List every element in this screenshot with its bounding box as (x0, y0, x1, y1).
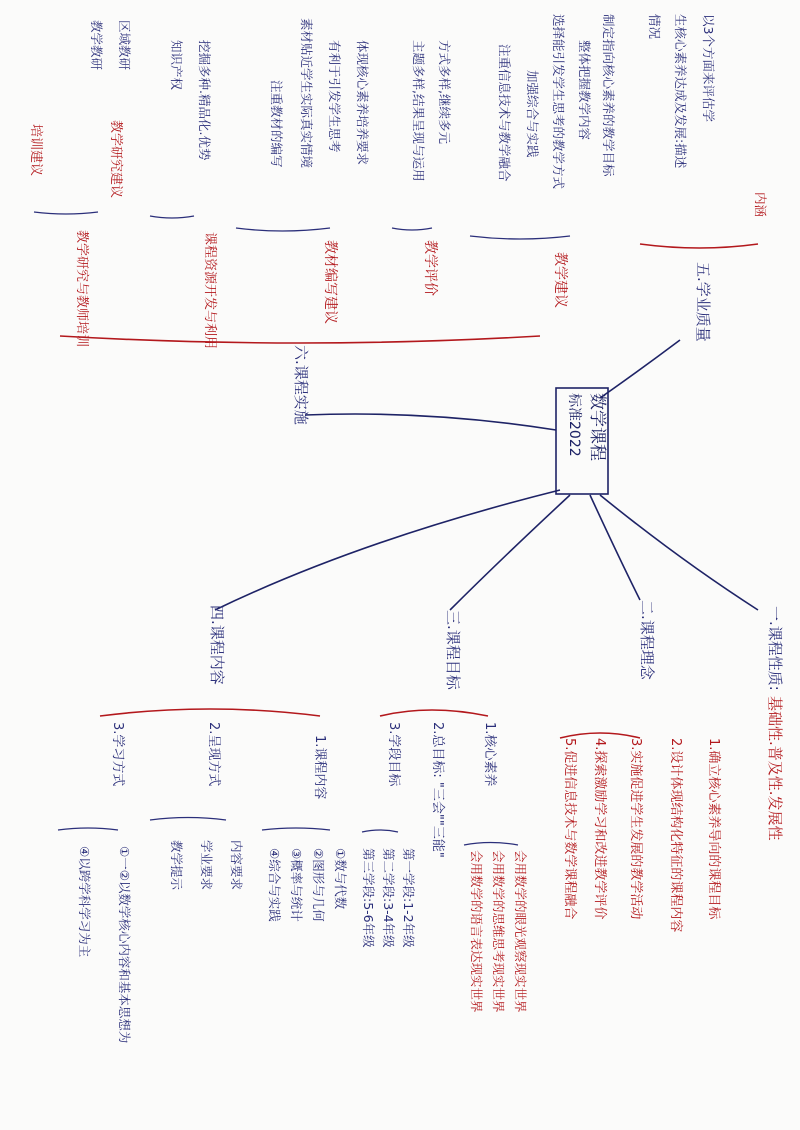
s6-research-sub: 教学研究建议 (108, 120, 123, 199)
s1-title: 一.课程性质: (766, 606, 784, 691)
s2-item-1: 1.确立核心素养导向的课程目标 (706, 738, 721, 920)
s3-core-label: 1.核心素养 (482, 722, 497, 787)
s3-stage-item-2: 第二学段:3-4年级 (381, 848, 396, 948)
connector-s5 (600, 340, 680, 398)
section-5 (640, 14, 768, 342)
s4-content-item-4: ④综合与实践 (267, 848, 282, 922)
section-3 (361, 610, 528, 1013)
s6-resource-tag: 课程资源开发与利用 (202, 232, 217, 350)
s4-content-brace (262, 828, 330, 830)
s3-brace (380, 710, 488, 716)
s2-item-3: 3.实施促进学生发展的教学活动 (628, 738, 643, 920)
s3-stage-label: 3.学段目标 (386, 722, 401, 787)
section-1 (766, 606, 784, 841)
central-node (556, 388, 608, 494)
s6-teaching-tag: 教学建议 (552, 252, 568, 308)
connector-s3 (450, 495, 570, 610)
s4-present-brace (150, 818, 226, 821)
s5-brace (640, 244, 758, 248)
connector-s2 (590, 495, 640, 600)
s3-core-item-2: 会用数学的思维思考现实世界 (491, 850, 506, 1013)
s6-resource-item-2: 知识产权 (169, 40, 184, 91)
s4-brace (100, 709, 320, 716)
s6-teaching-item-3: 选择能引发学生思考的教学方式 (551, 14, 566, 190)
central-line1: 数学课程 (587, 393, 607, 461)
s3-total-label: 2.总目标: "三会""三能" (430, 722, 445, 858)
s6-resource-item-1: 挖掘多种.精品化.优势 (197, 40, 212, 161)
s6-textbook-item-1: 体现核心素养培养要求 (355, 40, 370, 166)
s2-item-5: 5.促进信息技术与数学课程融合 (562, 738, 577, 920)
s6-eval-tag: 教学评价 (422, 240, 438, 296)
s6-research-item-2: 教学教研 (89, 20, 104, 71)
s5-tag: 内涵 (753, 192, 768, 218)
s6-teaching-item-2: 整体把握教学内容 (577, 40, 592, 141)
s6-research-tag: 教学研究与教师培训 (74, 230, 89, 348)
s4-learn-brace (58, 828, 118, 830)
s4-content-item-1: ①数与代数 (333, 848, 348, 910)
s4-content-item-3: ③概率与统计 (289, 848, 304, 922)
s4-present-label: 2.呈现方式 (206, 722, 221, 787)
s6-textbook-brace (236, 228, 330, 231)
s5-item-2: 生核心素养达成及发展:描述 (673, 14, 688, 169)
s6-research-sub2: 培训建议 (28, 124, 43, 177)
s1-value: 基础性.普及性.发展性 (766, 696, 784, 841)
section-4 (58, 605, 348, 1043)
s6-teaching-item-1: 制定指向核心素养的教学目标 (601, 14, 616, 177)
s4-present-item-2: 学业要求 (199, 840, 214, 891)
s6-resource-brace (150, 216, 194, 218)
s4-present-item-1: 内容要求 (229, 840, 244, 891)
s6-eval-item-1: 方式多样,继续多元 (437, 40, 452, 144)
s6-textbook-tag: 教材编写建议 (322, 240, 338, 324)
s3-core-item-3: 会用数学的语言表达现实世界 (469, 850, 484, 1013)
connector-s6 (305, 414, 556, 430)
s6-textbook-item-2: 有利于引发学生思考 (327, 40, 342, 153)
s3-core-brace (464, 843, 518, 846)
s6-teaching-brace (470, 236, 570, 239)
s5-item-3: 情况 (647, 14, 662, 40)
s4-present-item-3: 教学提示 (169, 840, 184, 891)
connector-s1 (600, 495, 758, 610)
s4-content-label: 1.课程内容 (312, 735, 327, 800)
section-2 (560, 600, 722, 932)
s6-textbook-item-4: 注重教材的编写 (269, 80, 284, 168)
s4-content-item-2: ②图形与几何 (311, 848, 326, 922)
s4-learn-label: 3.学习方式 (110, 722, 125, 787)
s6-teaching-item-4: 加强综合与实践 (525, 70, 540, 158)
s4-learn-item-1: ①一②以数学核心内容和基本思想为 (117, 846, 132, 1044)
s3-stage-brace (362, 830, 398, 832)
s2-title: 二.课程理念 (638, 600, 656, 680)
central-line2: 标准2022 (566, 393, 582, 457)
s2-item-4: 4.探索激励学习和改进教学评价 (592, 738, 607, 920)
section-6 (28, 14, 616, 425)
s3-stage-item-1: 第一学段:1-2年级 (401, 848, 416, 948)
s6-textbook-item-3: 素材贴近学生实际真实情境 (299, 18, 314, 169)
connector-s4 (215, 490, 560, 610)
s3-title: 三.课程目标 (444, 610, 462, 690)
s2-item-2: 2.设计体现结构化特征的课程内容 (668, 738, 683, 933)
s3-stage-item-3: 第三学段:5-6年级 (361, 848, 376, 948)
s6-title: 六.课程实施 (292, 345, 310, 425)
s4-title: 四.课程内容 (208, 605, 226, 685)
s6-eval-item-2: 主题多样,结果呈现与运用 (411, 40, 426, 182)
s6-research-item-1: 区域教研 (117, 20, 132, 71)
s5-item-1: 以3个方面来评估学 (701, 14, 716, 122)
s6-brace (60, 336, 540, 343)
s4-learn-item-2: ④以跨学科学习为主 (77, 846, 92, 958)
s6-research-brace (34, 212, 98, 214)
s3-core-item-1: 会用数学的眼光观察现实世界 (513, 850, 528, 1013)
s5-title: 五.学业质量 (694, 262, 712, 342)
s6-eval-brace (392, 228, 432, 230)
central-text (566, 393, 607, 461)
s6-teaching-item-5: 注重信息技术与教学融合 (497, 44, 512, 182)
